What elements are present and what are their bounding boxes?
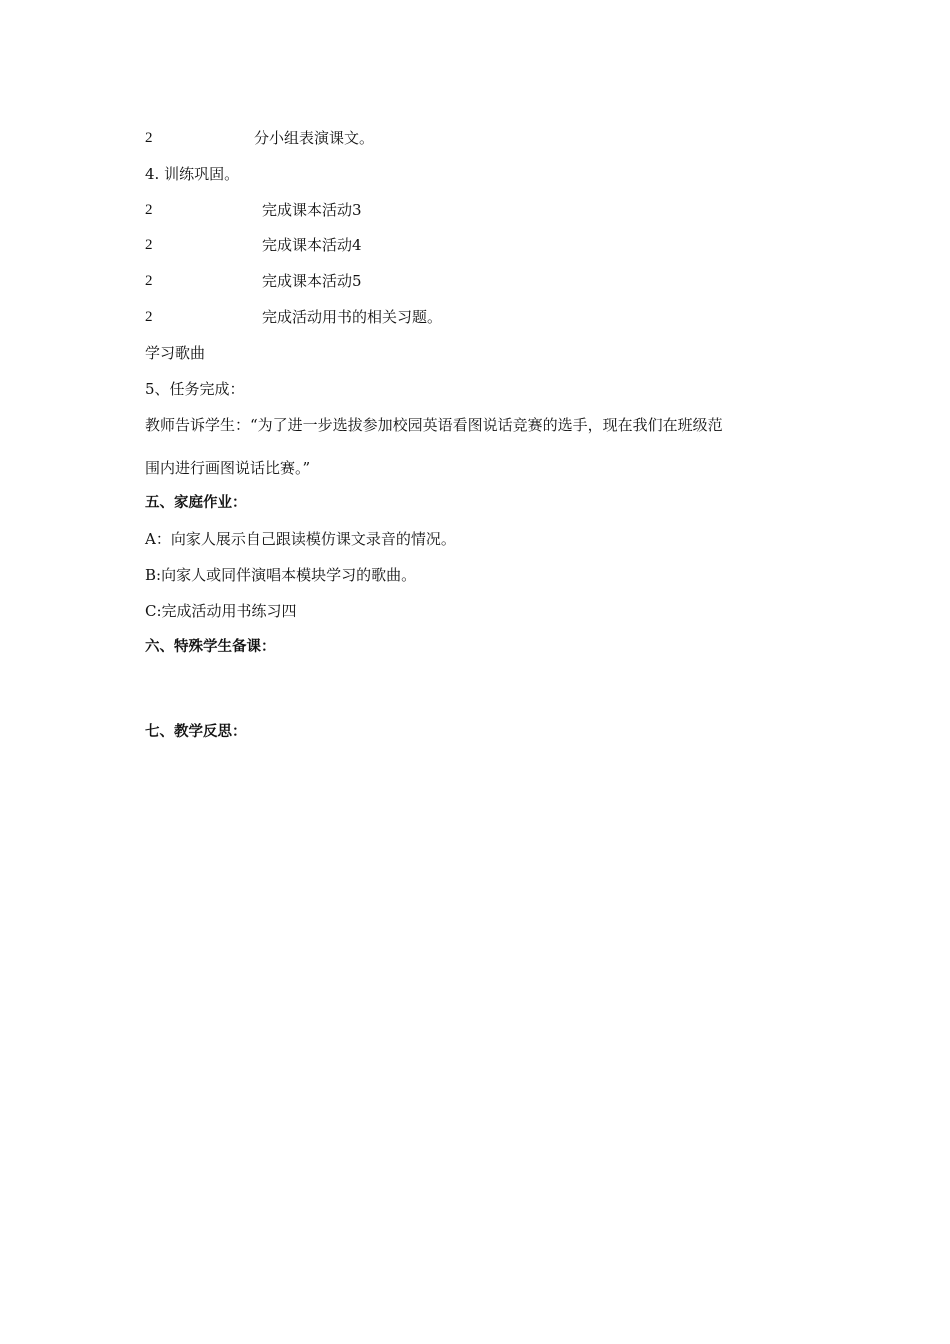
section-training-title: 4. 训练巩固。	[145, 165, 240, 183]
bullet-text: 完成课本活动3	[262, 201, 362, 219]
heading-homework: 五、家庭作业：	[145, 495, 247, 511]
homework-item-a: A：向家人展示自己跟读模仿课文录音的情况。	[145, 530, 456, 548]
bullet-marker: 2	[145, 202, 153, 218]
bullet-text: 完成活动用书的相关习题。	[262, 308, 443, 326]
heading-reflection: 七、教学反思：	[145, 724, 247, 740]
bullet-marker: 2	[145, 273, 153, 289]
homework-item-c: C:完成活动用书练习四	[145, 602, 297, 620]
paragraph-line-2: 围内进行画图说话比赛。”	[145, 459, 311, 477]
bullet-marker: 2	[145, 130, 153, 146]
bullet-text: 完成课本活动5	[262, 272, 362, 290]
bullet-text: 完成课本活动4	[262, 236, 362, 254]
bullet-text: 分小组表演课文。	[254, 129, 375, 147]
heading-special-students: 六、特殊学生备课：	[145, 639, 276, 655]
homework-item-b: B:向家人或同伴演唱本模块学习的歌曲。	[145, 566, 417, 584]
bullet-marker: 2	[145, 237, 153, 253]
bullet-marker: 2	[145, 309, 153, 325]
paragraph-line-1: 教师告诉学生：“为了进一步选拔参加校园英语看图说话竞赛的选手，现在我们在班级范	[145, 416, 723, 434]
task-completion-title: 5、任务完成：	[145, 380, 245, 398]
learn-song-line: 学习歌曲	[145, 344, 206, 362]
